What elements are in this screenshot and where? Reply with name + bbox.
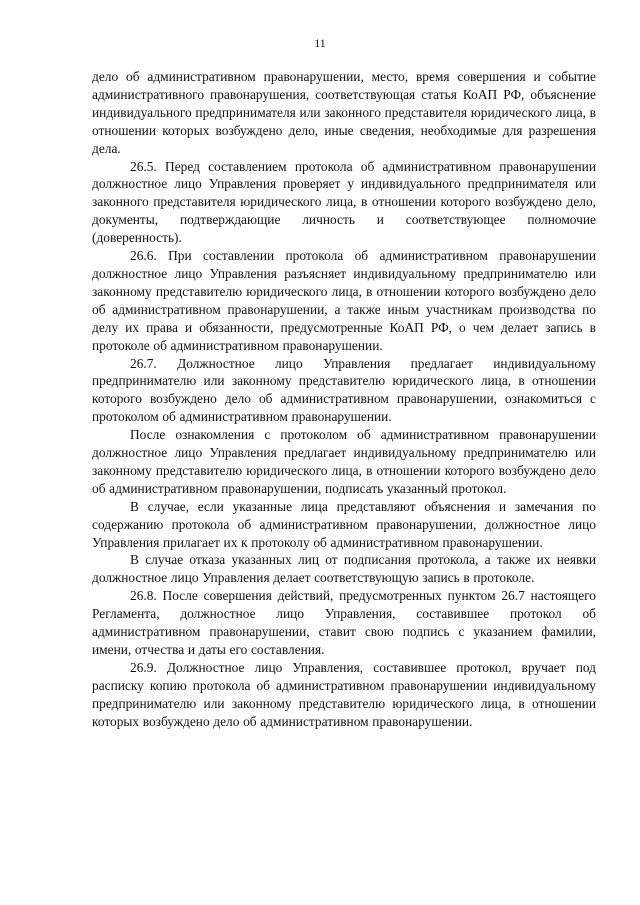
paragraph-26-6: 26.6. При составлении протокола об административном правонарушении должностное лицо Управления разъясняет индивидуальному предпринимателю или законному представителю юридического лица, в отношении которого возбуждено дело об административном правонарушении, а также иным участникам производства по делу их права и обязанности, предусмотренные КоАП РФ, о чем делает запись в протоколе об административном правонарушении. xyxy=(92,248,596,353)
paragraph-objections: В случае, если указанные лица представляют объяснения и замечания по содержанию протокола об административном правонарушении, должностное лицо Управления прилагает их к протоколу об административном правонарушении. xyxy=(92,498,596,550)
paragraph-26-7: 26.7. Должностное лицо Управления предлагает индивидуальному предпринимателю или законному представителю юридического лица, в отношении которого возбуждено дело об административном правонарушении, ознакомиться с протоколом об административном правонарушении. xyxy=(92,355,596,425)
paragraph-26-8: 26.8. После совершения действий, предусмотренных пунктом 26.7 настоящего Регламента, должностное лицо Управления, составившее протокол об административном правонарушении, ставит свою подпись с указанием фамилии, имени, отчества и даты его составления. xyxy=(92,588,596,657)
document-body xyxy=(92,68,596,731)
paragraph-after-review: После ознакомления с протоколом об административном правонарушении должностное лицо Управления предлагает индивидуальному предпринимателю или законному представителю юридического лица, в отношении которого возбуждено дело об административном правонарушении, подписать указанный протокол. xyxy=(92,427,596,496)
paragraph-26-9: 26.9. Должностное лицо Управления, составившее протокол, вручает под расписку копию протокола об административном правонарушении индивидуальному предпринимателю или законному представителю юридического лица, в отношении которых возбуждено дело об административном правонарушении. xyxy=(92,659,596,729)
paragraph-continuation: дело об административном правонарушении, место, время совершения и событие административного правонарушения, соответствующая статья КоАП РФ, объяснение индивидуального предпринимателя или законного представителя юридического лица, в отношении которых возбуждено дело, иные сведения, необходимые для разрешения дела. xyxy=(92,69,596,156)
paragraph-refusal: В случае отказа указанных лиц от подписания протокола, а также их неявки должностное лицо Управления делает соответствующую запись в протоколе. xyxy=(92,552,596,586)
paragraph-26-5: 26.5. Перед составлением протокола об административном правонарушении должностное лицо Управления проверяет у индивидуального предпринимателя или законного представителя юридического лица, в отношении которого возбуждено дело, документы, подтверждающие личность и соответствующее полномочие (доверенность). xyxy=(92,158,596,246)
page-number: 11 xyxy=(314,36,326,50)
